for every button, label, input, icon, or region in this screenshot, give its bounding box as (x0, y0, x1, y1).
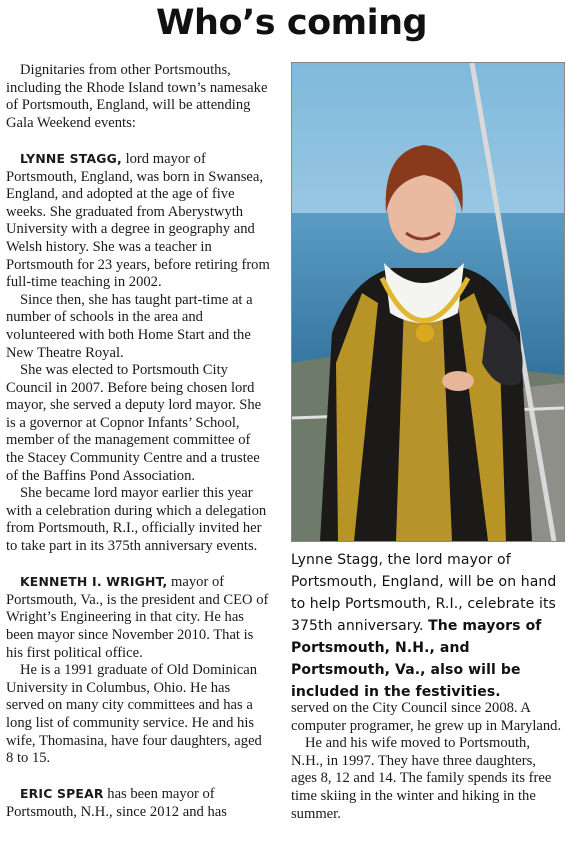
intro-paragraph: Dignitaries from other Portsmouths, including the Rhode Island town’s namesake of Portsmouth, England, will be attending Gala Weekend events: (6, 62, 268, 131)
caption-text: Lynne Stagg, the lord mayor of Portsmouth, England, will be on hand to help Portsmouth, R.I., celebrate its 375th anniversary. (291, 552, 557, 634)
left-column (6, 62, 270, 822)
caption-bold-text: The mayors of Portsmouth, N.H., and Portsmouth, Va., also will be included in the festivities. (291, 618, 542, 700)
spear-paragraph-1-continued: served on the City Council since 2008. A computer programer, he grew up in Maryland. (291, 700, 562, 734)
right-column (291, 700, 563, 823)
lord-mayor-photo (291, 62, 565, 542)
spear-name: ERIC SPEAR (20, 786, 104, 802)
spear-paragraph-1 (6, 785, 270, 821)
chain-badge (416, 324, 434, 342)
wright-paragraph-2: He is a 1991 graduate of Old Dominican University in Columbus, Ohio. He has served on many city committees and has a long list of community service. He and his wife, Thomasina, have four daughters, aged 8 to 15. (6, 662, 262, 767)
stagg-paragraph-2: Since then, she has taught part-time at a number of schools in the area and volunteered with both Home Start and the New Theatre Royal. (6, 291, 253, 361)
stagg-paragraph-4: She became lord mayor earlier this year with a celebration during which a delegation from Portsmouth, R.I., officially invited her to take part in its 375th anniversary events. (6, 485, 267, 555)
photo-caption (291, 549, 567, 703)
stagg-name: LYNNE STAGG, (20, 150, 122, 166)
wright-paragraph-1 (6, 573, 270, 662)
spear-paragraph-2: He and his wife moved to Portsmouth, N.H., in 1997. They have three daughters, ages 8, 12 and 14. The family spends its free time skiing in the winter and hiking in the summer. (291, 735, 552, 822)
hands (442, 371, 474, 391)
stagg-paragraph-1 (6, 150, 270, 292)
photo-illustration (292, 63, 564, 541)
stagg-paragraph-3: She was elected to Portsmouth City Council in 2007. Before being chosen lord mayor, she served a deputy lord mayor. She is a governor at Copnor Infants’ School, member of the management committee of the Stacey Community Centre and a trustee of the Baffins Pond Association. (6, 362, 262, 484)
stagg-text-1: lord mayor of Portsmouth, England, was born in Swansea, England, and adopted at the age of five weeks. She graduated from Aberystwyth University with a degree in geography and Welsh history. She was a teacher in Portsmouth for 23 years, before retiring from full-time teaching in 2002. (6, 150, 270, 291)
headline: Who’s coming (155, 3, 428, 43)
spear-text-1: has been mayor of Portsmouth, N.H., since 2012 and has (6, 786, 227, 820)
wright-text-1: mayor of Portsmouth, Va., is the president and CEO of Wright’s Engineering in that city. He has been mayor since November 2010. That is his first political office. (6, 574, 269, 661)
wright-name: KENNETH I. WRIGHT, (20, 574, 168, 590)
